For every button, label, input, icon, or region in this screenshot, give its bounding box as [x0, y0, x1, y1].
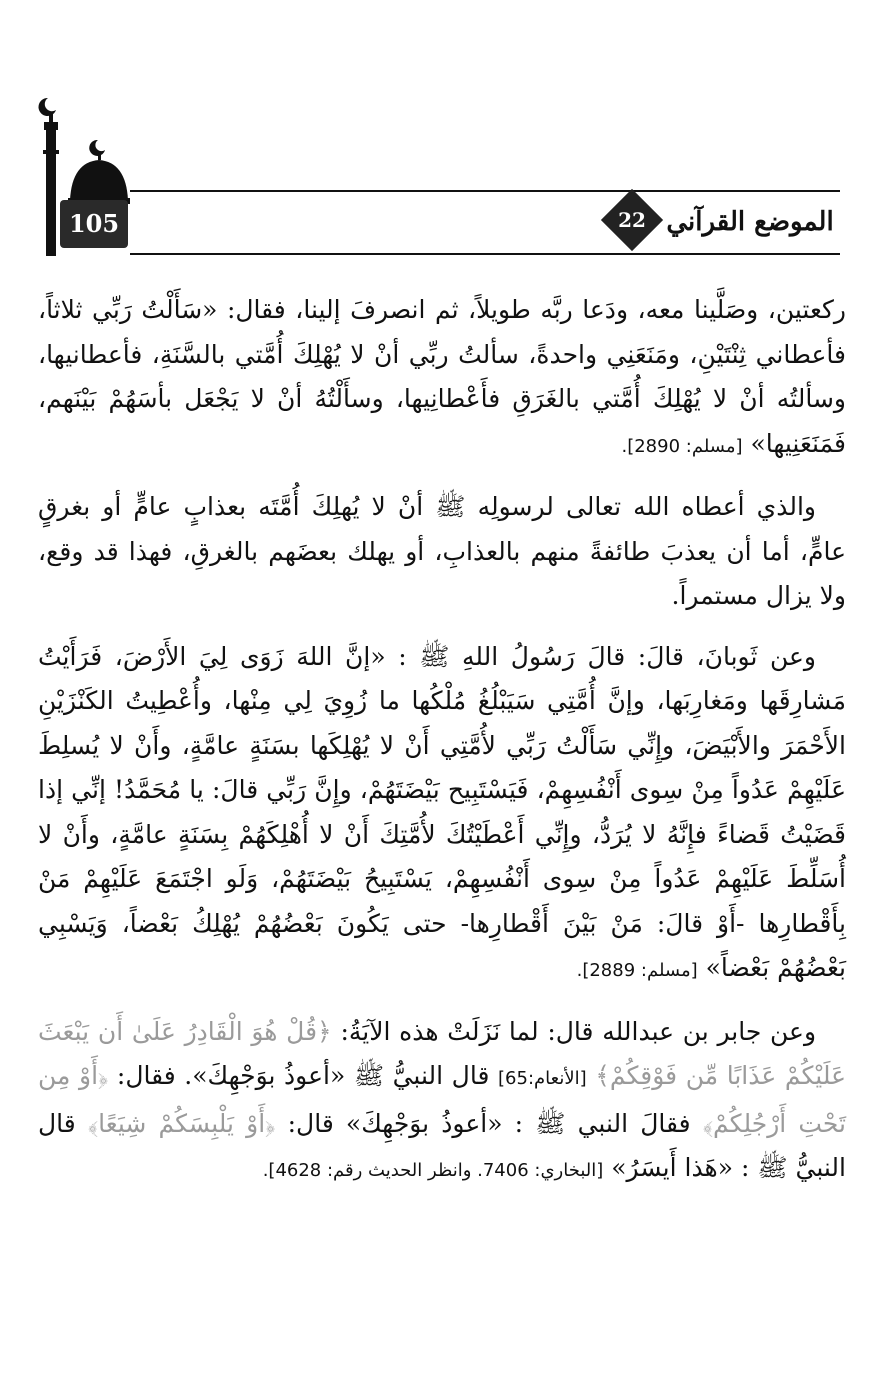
chapter-title: الموضع القرآني	[666, 207, 834, 237]
quran-verse: ﴿أَوْ مِن تَحْتِ أَرْجُلِكُمْ﴾	[38, 1061, 847, 1138]
paragraph-text: والذي أعطاه الله تعالى لرسولِه ﷺ أنْ لا يُهلِكَ أُمَّتَه بعذابٍ عامٍّ أو بغرقٍ عامٍّ، أما أن يعذبَ طائفةً منهم بالعذابِ، أو يهلك بعضَهم بالغرقِ، فهذا قد وقع، ولا يزال مستمراً.	[38, 492, 846, 610]
paragraph-2	[38, 485, 846, 619]
header-rule-bottom	[130, 253, 840, 255]
paragraph-text: ركعتين، وصَلَّينا معه، ودَعا ربَّه طويلاً، ثم انصرفَ إلينا، فقال: «سَأَلْتُ رَبِّي ثلاثاً، فأعطاني ثِنْتَيْنِ، ومَنَعَنِي واحدةً، سألتُ ربِّي أنْ لا يُهْلِكَ أُمَّتي بالسَّنَةِ، فأعطانيها، وسألتُه أنْ لا يُهْلِكَ أُمَّتي بالغَرَقِ فأَعْطانِيها، وسأَلْتُهُ أنْ لا يَجْعَل بأسَهُمْ بَيْنَهم، فَمَنَعَنِيها»	[38, 295, 846, 458]
paragraph-4	[38, 1010, 846, 1194]
quran-verse: ﴿أَوْ يَلْبِسَكُمْ شِيَعًا﴾	[87, 1108, 276, 1138]
paragraph-text: وعن ثَوبانَ، قالَ: قالَ رَسُولُ اللهِ ﷺ : «إنَّ اللهَ زَوَى لِيَ الأَرْضَ، فَرَأَيْتُ مَشارِقَها ومَغارِبَها، وإنَّ أُمَّتِي سَيَبْلُغُ مُلْكُها ما زُوِيَ لِي مِنْها، وأُعْطِيتُ الكَنْزَيْنِ الأَحْمَرَ والأَبْيَضَ، وإِنِّي سَأَلْتُ رَبِّي لأُمَّتِي أَنْ لا يُهْلِكَها بسَنَةٍ عامَّةٍ، وأَنْ لا يُسلِطَ عَلَيْهِمْ عَدُواً مِنْ سِوى أَنْفُسِهِمْ، فَيَسْتَبِيح بَيْضَتَهُمْ، وإِنَّ رَبِّي قالَ: يا مُحَمَّدُ! إنِّي إذا قَضَيْتُ قَضاءً فإِنَّهُ لا يُرَدُّ، وإِنِّي أَعْطَيْتُكَ لأُمَّتِكَ أَنْ لا أُهْلِكَهُمْ بِسَنَةٍ عامَّةٍ، وأَنْ لا أُسَلِّطَ عَلَيْهِمْ عَدُواً مِنْ سِوى أَنْفُسِهِمْ، يَسْتَبِيحُ بَيْضَتَهُمْ، وَلَو اجْتَمَعَ عَلَيْهِمْ مَنْ بِأَقْطارِها -أَوْ قالَ: مَنْ بَيْنَ أَقْطارِها- حتى يَكُونَ بَعْضُهُمْ يُهْلِكُ بَعْضاً، وَيَسْبِي بَعْضُهُمْ بَعْضاً»	[38, 641, 846, 982]
paragraph-text: وعن جابر بن عبدالله قال: لما نَزَلَتْ هذه الآيَةُ:	[340, 1016, 817, 1046]
quran-verse: ﴿قُلْ هُوَ الْقَادِرُ عَلَىٰ أَن يَبْعَثَ عَلَيْكُمْ عَذَابًا مِّن فَوْقِكُمْ﴾	[38, 1016, 847, 1090]
hadith-reference: [البخاري: 7406. وانظر الحديث رقم: 4628].	[262, 1160, 604, 1181]
chapter-number: 22	[618, 208, 646, 232]
paragraph-text: قال النبيُّ ﷺ : «هَذا أَيسَرُ»	[38, 1108, 846, 1182]
header-rule-top	[130, 190, 840, 192]
paragraph-3	[38, 635, 846, 994]
paragraph-text: فقالَ النبي ﷺ : «أعوذُ بوَجْهِكَ» قال:	[287, 1108, 691, 1138]
paragraph-text: قال النبيُّ ﷺ «أعوذُ بوَجْهِكَ». فقال:	[116, 1061, 490, 1090]
page-header	[0, 90, 884, 270]
hadith-reference: [مسلم: 2890].	[621, 435, 743, 457]
page-body	[38, 288, 846, 1210]
page-number: 105	[60, 200, 128, 248]
quran-reference: [الأنعام:65]	[498, 1068, 587, 1089]
paragraph-1	[38, 288, 846, 469]
hadith-reference: [مسلم: 2889].	[576, 960, 698, 981]
